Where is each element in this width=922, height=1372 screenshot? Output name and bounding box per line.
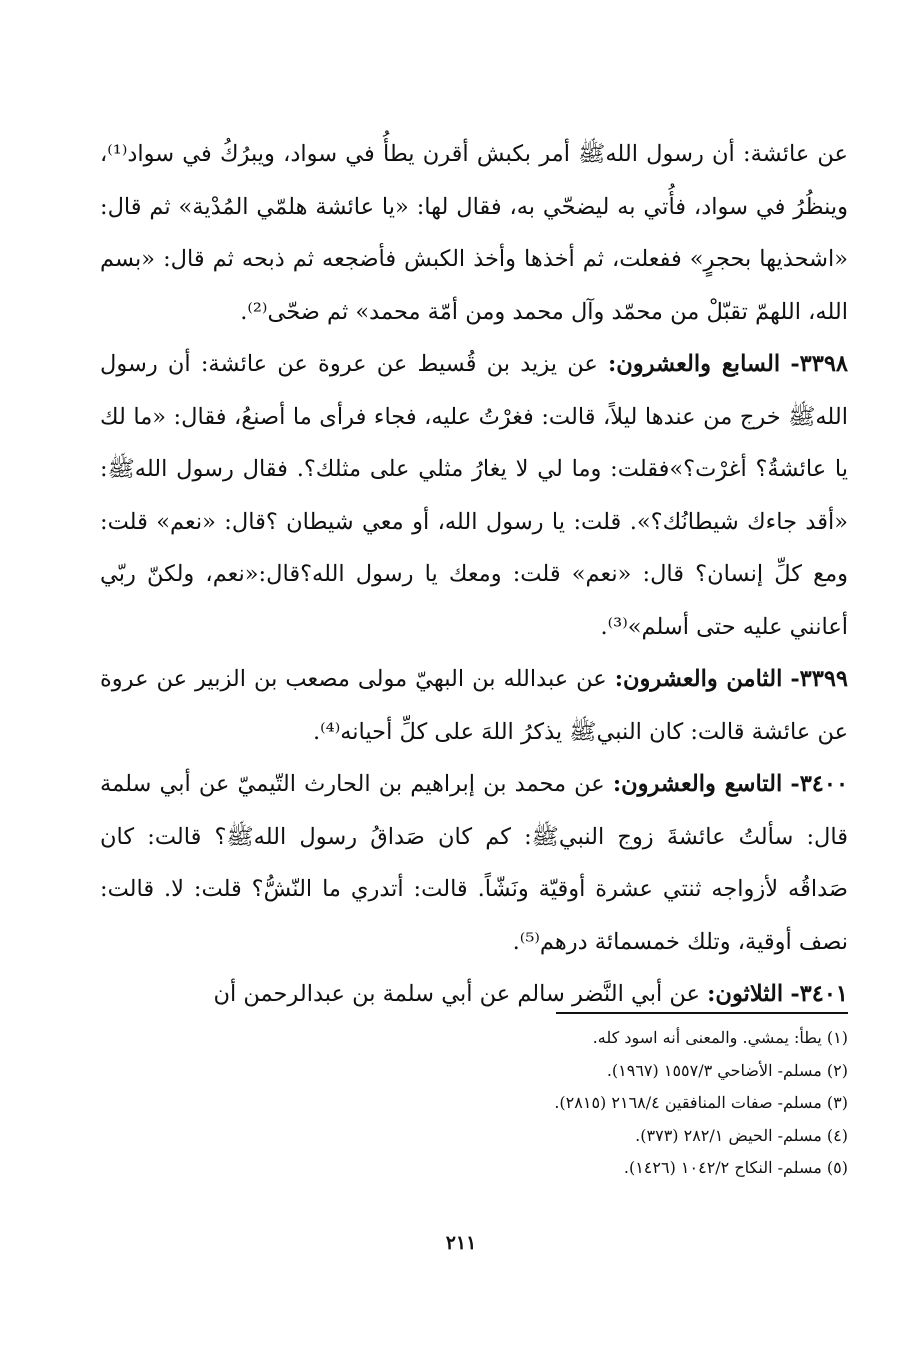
hadith-number: ٣٤٠٠- [790,771,849,797]
hadith-number: ٣٣٩٩- [790,666,849,692]
hadith-number: ٣٣٩٨- [790,351,848,377]
main-text [100,128,848,1021]
hadith-heading: السابع والعشرون: [607,351,781,377]
paragraph-3398 [100,338,848,653]
footnote-3: (٣) مسلم- صفات المنافقين ٢١٦٨/٤ (٢٨١٥). [554,1093,848,1112]
hadith-text: عن يزيد بن قُسيط عن عروة عن عائشة: أن رسول اللهﷺ خرج من عندها ليلاً، قالت: فغرْتُ عليه، فجاء فرأى ما أصنعُ، فقال: «ما لك يا عائشةُ؟ أغرْت؟»فقلت: وما لي لا يغارُ مثلي على مثلك؟. فقال رسول اللهﷺ: «أقد جاءك شيطانُك؟». قلت: يا رسول الله، أو معي شيطان ؟قال: «نعم» قلت: ومع كلِّ إنسان؟ قال: «نعم» قلت: ومعك يا رسول الله؟قال:«نعم، ولكنّ ربّي أعانني عليه حتى أسلم»⁽³⁾. [100,351,848,640]
hadith-heading: الثامن والعشرون: [614,666,783,692]
paragraph-intro: عن عائشة: أن رسول اللهﷺ أمر بكبش أقرن يطأُ في سواد، ويبرُكُ في سواد⁽¹⁾، وينظُرُ في سواد، فأُتي به ليضحّي به، فقال لها: «يا عائشة هلمّي المُدْية» ثم قال: «اشحذيها بحجرٍ» ففعلت، ثم أخذها وأخذ الكبش فأضجعه ثم ذبحه ثم قال: «بسم الله، اللهمّ تقبّلْ من محمّد وآل محمد ومن أمّة محمد» ثم ضحّى⁽²⁾. [100,141,848,325]
hadith-text: عن عبدالله بن البهيّ مولى مصعب بن الزبير عن عروة عن عائشة قالت: كان النبيﷺ يذكرُ اللهَ على كلِّ أحيانه⁽⁴⁾. [100,666,848,745]
footnote-divider [556,1012,848,1014]
hadith-heading: التاسع والعشرون: [612,771,783,797]
hadith-text: عن محمد بن إبراهيم بن الحارث التّيميّ عن أبي سلمة قال: سألتُ عائشةَ زوج النبيﷺ: كم كان صَداقُ رسول اللهﷺ؟ قالت: كان صَداقُه لأزواجه ثنتي عشرة أوقيّة ونَشّاً. قالت: أتدري ما النّشُّ؟ قلت: لا. قالت: نصف أوقية، وتلك خمسمائة درهم⁽⁵⁾. [100,771,848,955]
hadith-text: عن أبي النَّضر سالم عن أبي سلمة بن عبدالرحمن أن [213,981,700,1007]
hadith-number: ٣٤٠١- [790,981,848,1007]
footnote-4: (٤) مسلم- الحيض ٢٨٢/١ (٣٧٣). [635,1125,848,1145]
paragraph-3399 [100,653,848,758]
footnote-5: (٥) مسلم- النكاح ١٠٤٢/٢ (١٤٢٦). [623,1158,848,1177]
footnote-1: (١) يطأ: يمشي. والمعنى أنه اسود كله. [592,1028,848,1047]
hadith-heading: الثلاثون: [707,981,784,1007]
footnote-2: (٢) مسلم- الأضاحي ١٥٥٧/٣ (١٩٦٧). [606,1060,848,1080]
page-number: ٢١١ [445,1232,477,1254]
footnotes [100,1022,848,1185]
paragraph-3400 [100,758,848,968]
